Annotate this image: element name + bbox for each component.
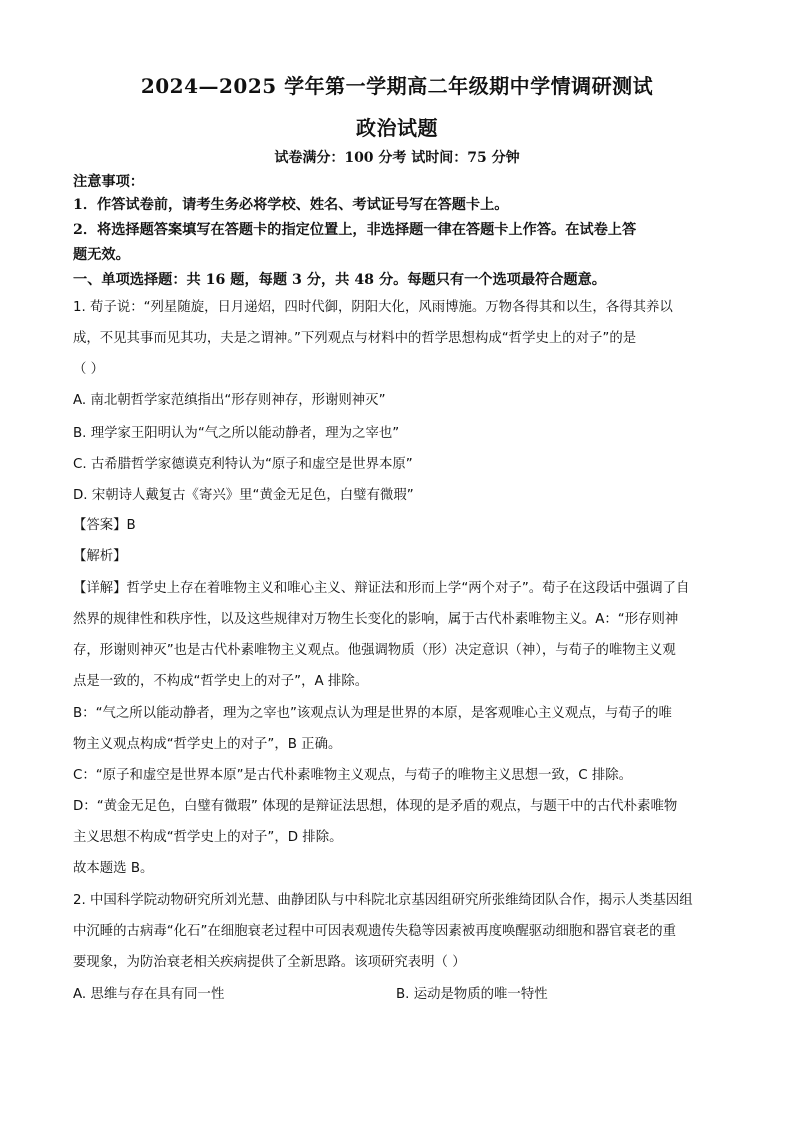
- q2-option-b: B. 运动是物质的唯一特性: [396, 987, 548, 1002]
- q1-conclusion: 故本题选 B。: [73, 861, 154, 876]
- subject-title: 政治试题: [356, 116, 438, 140]
- notice-item-2-line-2: 题无效。: [73, 247, 130, 263]
- q1-answer: 【答案】B: [73, 518, 136, 533]
- q1-explanation-line-7: C：“原子和虚空是世界本原”是古代朴素唯物主义观点，与荀子的唯物主义思想一致，C 排除。: [73, 768, 633, 783]
- q1-explanation-line-3: 存，形谢则神灭”也是古代朴素唯物主义观点。他强调物质（形）决定意识（神），与荀子的唯物主义观: [73, 643, 676, 658]
- q1-option-c: C. 古希腊哲学家德谟克利特认为“原子和虚空是世界本原”: [73, 457, 413, 472]
- q1-stem-line-2: 成，不见其事而见其功，夫是之谓神。”下列观点与材料中的哲学思想构成“哲学史上的对子”的是: [73, 331, 637, 346]
- q1-analysis-label: 【解析】: [73, 549, 127, 564]
- q1-option-a: A. 南北朝哲学家范缜指出“形存则神存，形谢则神灭”: [73, 393, 386, 408]
- q1-option-d: D. 宋朝诗人戴复古《寄兴》里“黄金无足色，白璧有微瑕”: [73, 488, 414, 503]
- q1-stem-line-1: 1. 荀子说：“列星随旋，日月递炤，四时代御，阴阳大化，风雨博施。万物各得其和以生，各得其养以: [73, 300, 673, 315]
- q1-explanation-line-9: 主义思想不构成“哲学史上的对子”，D 排除。: [73, 830, 343, 845]
- q2-stem-line-1: 2. 中国科学院动物研究所刘光慧、曲静团队与中科院北京基因组研究所张维绮团队合作，揭示人类基因组: [73, 893, 693, 908]
- q1-stem-line-3: （ ）: [73, 362, 105, 377]
- q2-stem-line-3: 要现象，为防治衰老相关疾病提供了全新思路。该项研究表明（ ）: [73, 955, 466, 970]
- exam-title: 2024—2025 学年第一学期高二年级期中学情调研测试: [140, 74, 654, 98]
- notice-item-2-line-1: 2．将选择题答案填写在答题卡的指定位置上，非选择题一律在答题卡上作答。在试卷上答: [73, 222, 637, 238]
- notice-heading: 注意事项：: [73, 174, 144, 190]
- notice-item-1: 1．作答试卷前，请考生务必将学校、姓名、考试证号写在答题卡上。: [73, 197, 509, 213]
- q1-explanation-line-8: D：“黄金无足色，白璧有微瑕” 体现的是辩证法思想，体现的是矛盾的观点，与题干中的古代朴素唯物: [73, 799, 678, 814]
- exam-meta: 试卷满分：100 分考 试时间：75 分钟: [274, 150, 520, 166]
- q1-explanation-line-2: 然界的规律性和秩序性，以及这些规律对万物生长变化的影响，属于古代朴素唯物主义。A：“形存则神: [73, 612, 679, 627]
- q1-explanation-line-5: B：“气之所以能动静者，理为之宰也”该观点认为理是世界的本原，是客观唯心主义观点，与荀子的唯: [73, 706, 672, 721]
- q1-explanation-line-6: 物主义观点构成“哲学史上的对子”，B 正确。: [73, 737, 342, 752]
- section-heading: 一、单项选择题：共 16 题，每题 3 分，共 48 分。每题只有一个选项最符合题意。: [73, 272, 606, 288]
- q1-explanation-line-4: 点是一致的，不构成“哲学史上的对子”，A 排除。: [73, 674, 369, 689]
- q2-stem-line-2: 中沉睡的古病毒“化石”在细胞衰老过程中可因表观遗传失稳等因素被再度唤醒驱动细胞和器官衰老的重: [73, 924, 677, 939]
- q1-option-b: B. 理学家王阳明认为“气之所以能动静者，理为之宰也”: [73, 426, 400, 441]
- q1-explanation-line-1: 【详解】哲学史上存在着唯物主义和唯心主义、辩证法和形而上学“两个对子”。荀子在这段话中强调了自: [73, 581, 690, 596]
- q2-option-a: A. 思维与存在具有同一性: [73, 987, 225, 1002]
